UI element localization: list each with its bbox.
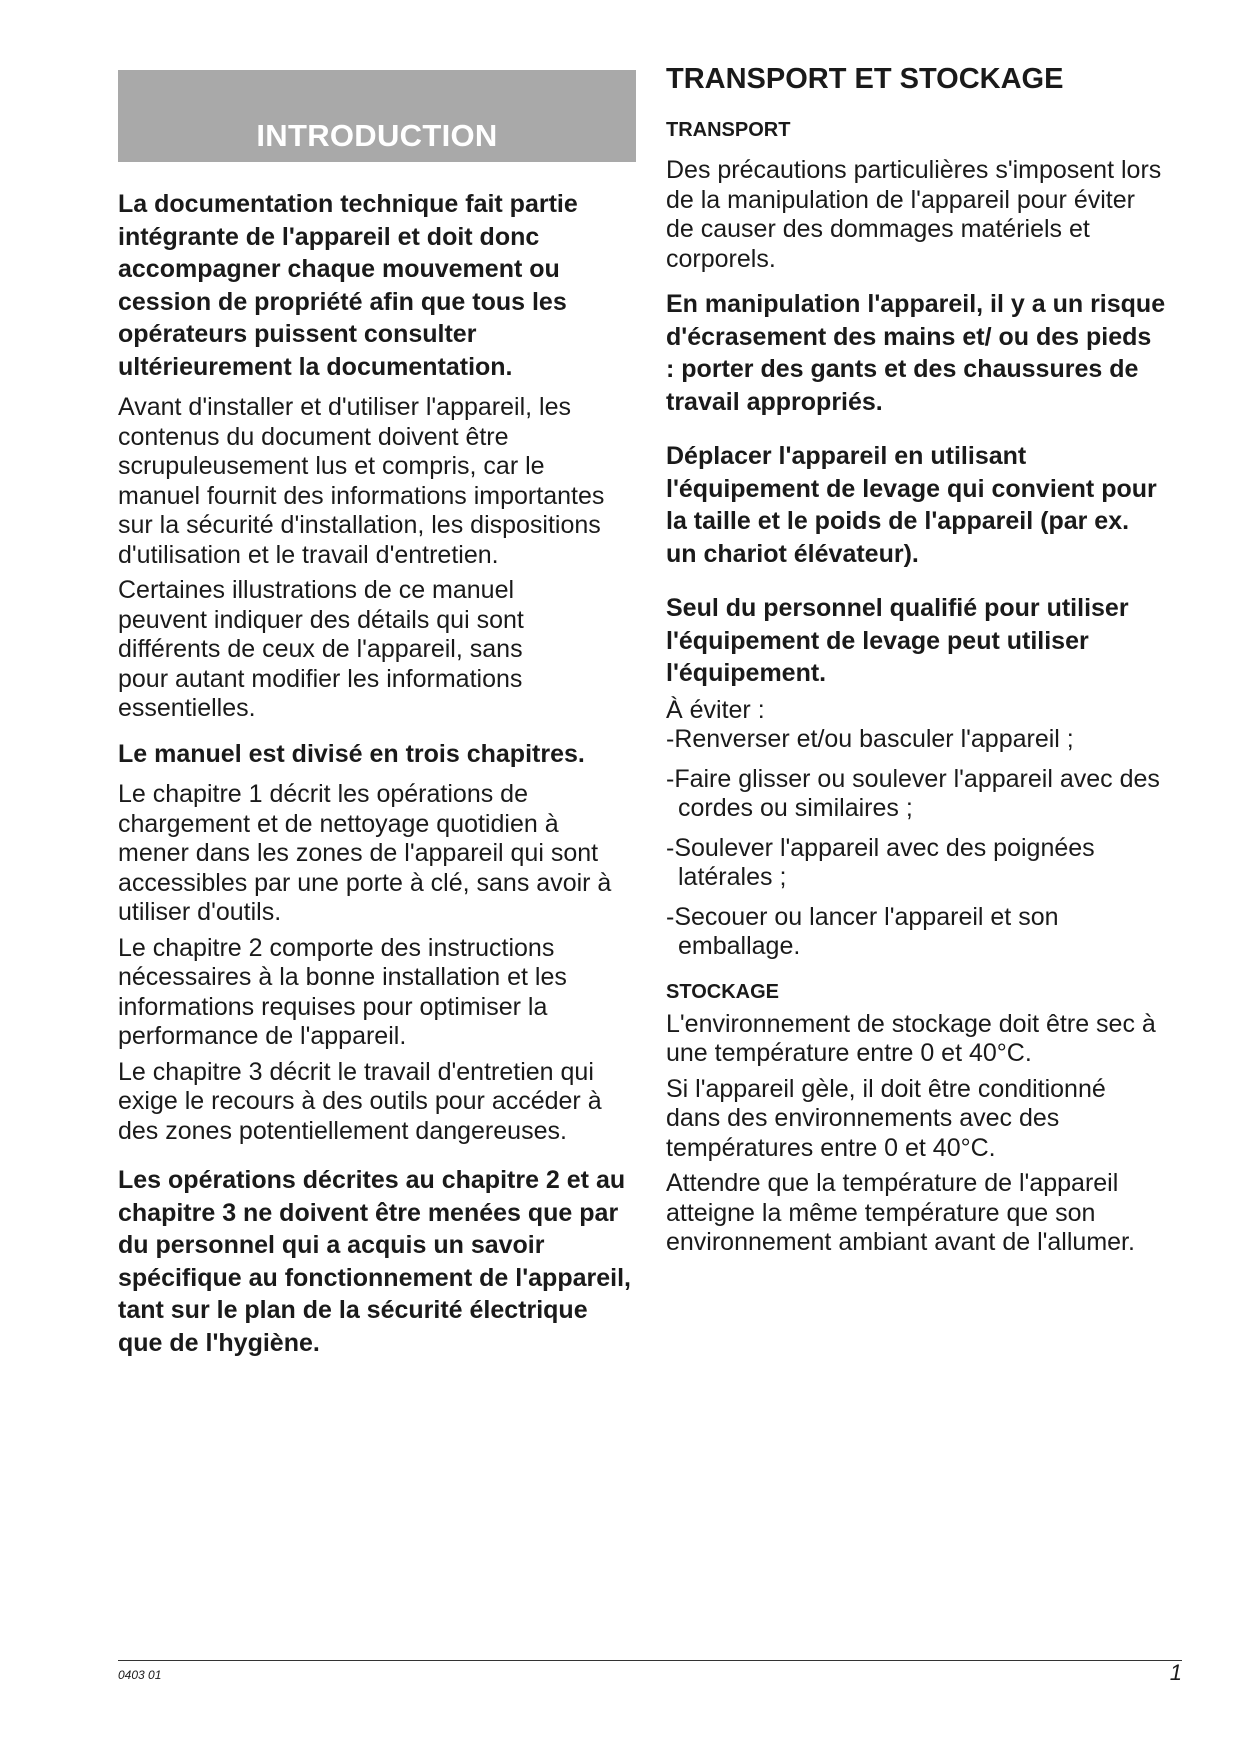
intro-bold-paragraph-1: La documentation technique fait partie intégrante de l'appareil et doit donc accompagner chaque mouvement ou cession de propriété afin que tous les opérateurs puissent consulter ultérieurement la documentation. bbox=[118, 190, 578, 381]
storage-subheading: STOCKAGE bbox=[666, 980, 779, 1003]
chapter-3-paragraph: Le chapitre 3 décrit le travail d'entretien qui exige le recours à des outils pour accéder à des zones potentiellement dangereuses. bbox=[118, 1057, 602, 1145]
left-column bbox=[118, 70, 636, 1359]
page-number: 1 bbox=[1169, 1660, 1182, 1685]
transport-subheading: TRANSPORT bbox=[666, 119, 791, 141]
avoid-label: À éviter : bbox=[666, 695, 765, 724]
introduction-header-box bbox=[118, 70, 636, 162]
avoid-item: -Secouer ou lancer l'appareil et son emballage. bbox=[666, 902, 1059, 960]
transport-storage-title: TRANSPORT ET STOCKAGE bbox=[666, 63, 1064, 95]
transport-paragraph-1: Des précautions particulières s'imposent lors de la manipulation de l'appareil pour éviter de causer des dommages matériels et corporels. bbox=[666, 156, 1162, 273]
qualified-personnel-paragraph: Seul du personnel qualifié pour utiliser l'équipement de levage peut utiliser l'équipement. bbox=[666, 594, 1129, 687]
qualified-operations-paragraph: Les opérations décrites au chapitre 2 et au chapitre 3 ne doivent être menées que par du personnel qui a acquis un savoir spécifique au fonctionnement de l'appareil, tant sur le plan de la sécurité électrique que de l'hygiène. bbox=[118, 1166, 631, 1357]
avoid-item: -Renverser et/ou basculer l'appareil ; bbox=[666, 725, 1074, 753]
transport-warning-paragraph: En manipulation l'appareil, il y a un risque d'écrasement des mains et/ ou des pieds : porter des gants et des chaussures de travail appropriés. bbox=[666, 290, 1166, 416]
document-code: 0403 01 bbox=[118, 1668, 162, 1682]
lifting-equipment-paragraph: Déplacer l'appareil en utilisant l'équipement de levage qui convient pour la taille et le poids de l'appareil (par ex. un chariot élévateur). bbox=[666, 442, 1157, 568]
avoid-item: -Soulever l'appareil avec des poignées latérales ; bbox=[666, 833, 1095, 891]
right-column bbox=[666, 62, 1186, 1258]
intro-paragraph-3: Certaines illustrations de ce manuel peuvent indiquer des détails qui sont différents de ceux de l'appareil, sans pour autant modifier les informations essentielles. bbox=[118, 576, 524, 722]
chapters-heading: Le manuel est divisé en trois chapitres. bbox=[118, 739, 585, 768]
storage-paragraph-2: Si l'appareil gèle, il doit être conditionné dans des environnements avec des températures entre 0 et 40°C. bbox=[666, 1074, 1106, 1162]
avoid-list bbox=[666, 725, 1186, 962]
chapter-2-paragraph: Le chapitre 2 comporte des instructions nécessaires à la bonne installation et les informations requises pour optimiser la performance de l'appareil. bbox=[118, 933, 567, 1050]
intro-paragraph-2: Avant d'installer et d'utiliser l'appareil, les contenus du document doivent être scrupuleusement lus et compris, car le manuel fournit des informations importantes sur la sécurité d'installation, les dispositions d'utilisation et le travail d'entretien. bbox=[118, 393, 605, 569]
avoid-item: -Faire glisser ou soulever l'appareil avec des cordes ou similaires ; bbox=[666, 764, 1160, 822]
storage-paragraph-3: Attendre que la température de l'appareil atteigne la même température que son environnement ambiant avant de l'allumer. bbox=[666, 1169, 1135, 1256]
chapter-1-paragraph: Le chapitre 1 décrit les opérations de chargement et de nettoyage quotidien à mener dans les zones de l'appareil qui sont accessibles par une porte à clé, sans avoir à utiliser d'outils. bbox=[118, 780, 612, 926]
footer-divider bbox=[118, 1660, 1182, 1661]
storage-paragraph-1: L'environnement de stockage doit être sec à une température entre 0 et 40°C. bbox=[666, 1009, 1156, 1067]
introduction-heading: INTRODUCTION bbox=[256, 118, 498, 153]
